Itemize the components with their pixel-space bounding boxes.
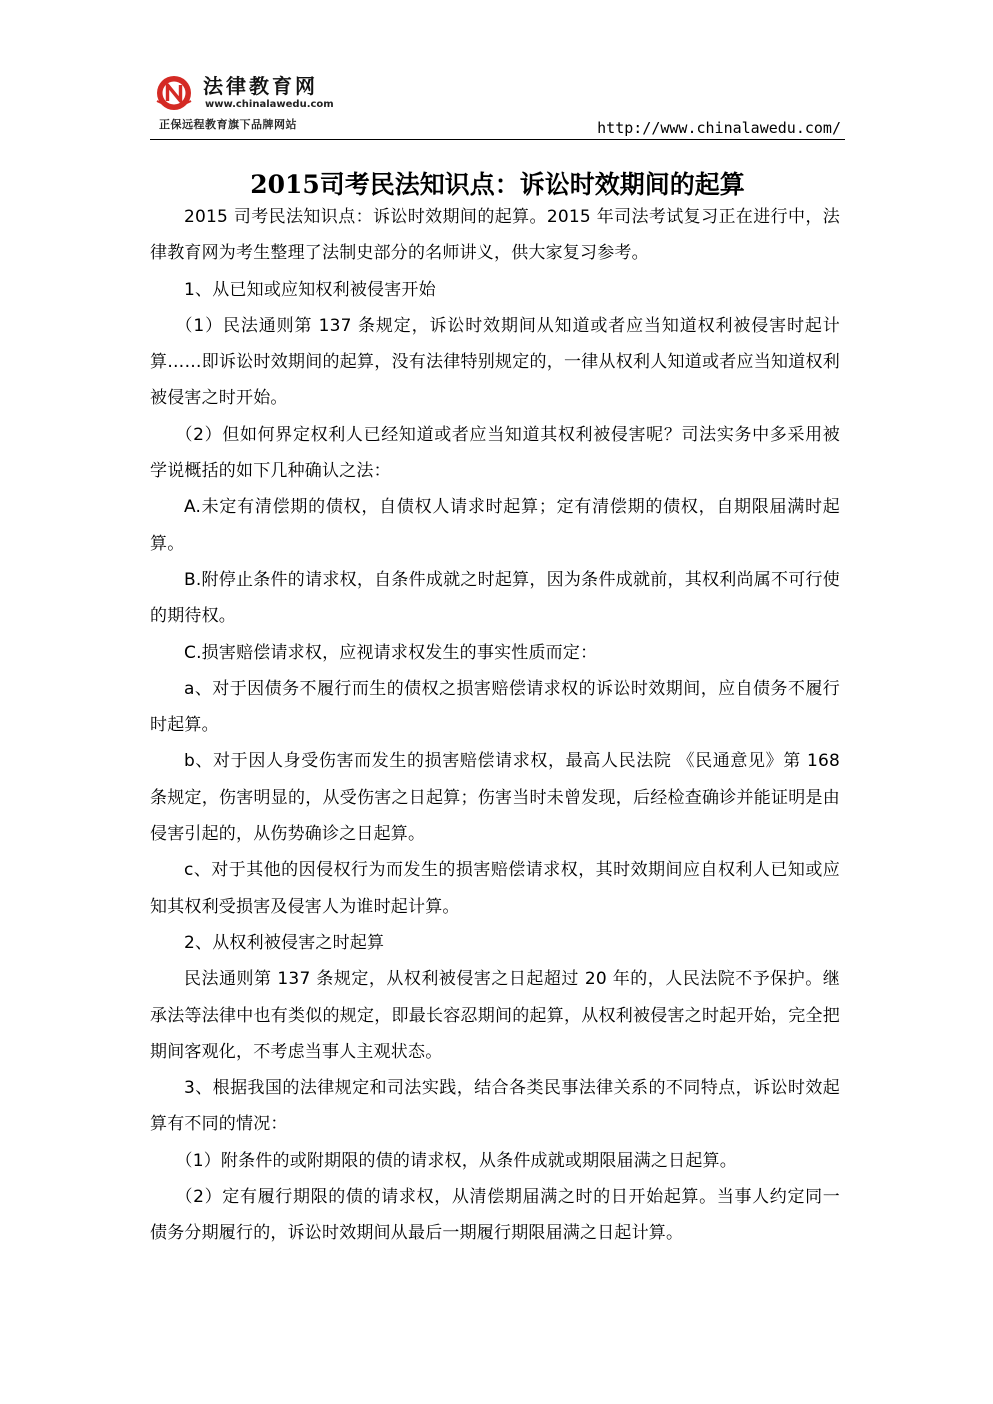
brand-url: www.chinalawedu.com [205,99,334,110]
paragraph: C.损害赔偿请求权，应视请求权发生的事实性质而定： [184,642,598,663]
brand-slogan: 正保远程教育旗下品牌网站 [159,118,297,131]
paragraph: （1）附条件的或附期限的债的请求权，从条件成就或期限届满之日起算。 [175,1150,737,1171]
section-heading-2: 2、从权利被侵害之时起算 [184,932,385,953]
logo-mark-icon [155,74,193,112]
paragraph: （2）定有履行期限的债的请求权，从清偿期届满之时的日开始起算。当事人约定同一债务分期履行的，诉讼时效期间从最后一期履行期限届满之日起计算。 [150,1187,840,1244]
brand-name: 法律教育网 [203,74,318,98]
paragraph-intro: 2015 司考民法知识点：诉讼时效期间的起算。2015 年司法考试复习正在进行中，法律教育网为考生整理了法制史部分的名师讲义，供大家复习参考。 [150,207,840,264]
paragraph: a、对于因债务不履行而生的债权之损害赔偿请求权的诉讼时效期间，应自债务不履行时起算。 [150,678,840,736]
paragraph: b、对于因人身受伤害而发生的损害赔偿请求权，最高人民法院 《民通意见》第 168 条规定，伤害明显的，从受伤害之日起算；伤害当时未曾发现，后经检查确诊并能证明是由侵害引起的，从伤势确诊之日起算。 [150,751,840,845]
section-heading-3: 3、根据我国的法律规定和司法实践，结合各类民事法律关系的不同特点，诉讼时效起算有不同的情况： [150,1078,840,1135]
paragraph: c、对于其他的因侵权行为而发生的损害赔偿请求权，其时效期间应自权利人已知或应知其权利受损害及侵害人为谁时起计算。 [150,860,840,917]
paragraph: （1）民法通则第 137 条规定，诉讼时效期间从知道或者应当知道权利被侵害时起计算……即诉讼时效期间的起算，没有法律特别规定的，一律从权利人知道或者应当知道权利被侵害之时开始。 [150,315,840,409]
page-header [150,66,845,140]
header-divider [150,139,845,140]
paragraph: B.附停止条件的请求权，自条件成就之时起算，因为条件成就前，其权利尚属不可行使的期待权。 [150,569,840,627]
paragraph: （2）但如何界定权利人已经知道或者应当知道其权利被侵害呢？司法实务中多采用被学说概括的如下几种确认之法： [150,424,840,482]
paragraph: A.未定有清偿期的债权，自债权人请求时起算；定有清偿期的债权，自期限届满时起算。 [150,497,840,554]
article-body [150,199,840,1252]
site-url-link[interactable]: http://www.chinalawedu.com/ [597,119,841,137]
site-logo[interactable] [155,70,365,134]
section-heading-1: 1、从已知或应知权利被侵害开始 [184,279,436,300]
page-title: 2015司考民法知识点：诉讼时效期间的起算 [250,169,745,199]
paragraph: 民法通则第 137 条规定，从权利被侵害之日起超过 20 年的，人民法院不予保护。继承法等法律中也有类似的规定，即最长容忍期间的起算，从权利被侵害之时起开始，完全把期间客观化，不考虑当事人主观状态。 [150,969,840,1062]
